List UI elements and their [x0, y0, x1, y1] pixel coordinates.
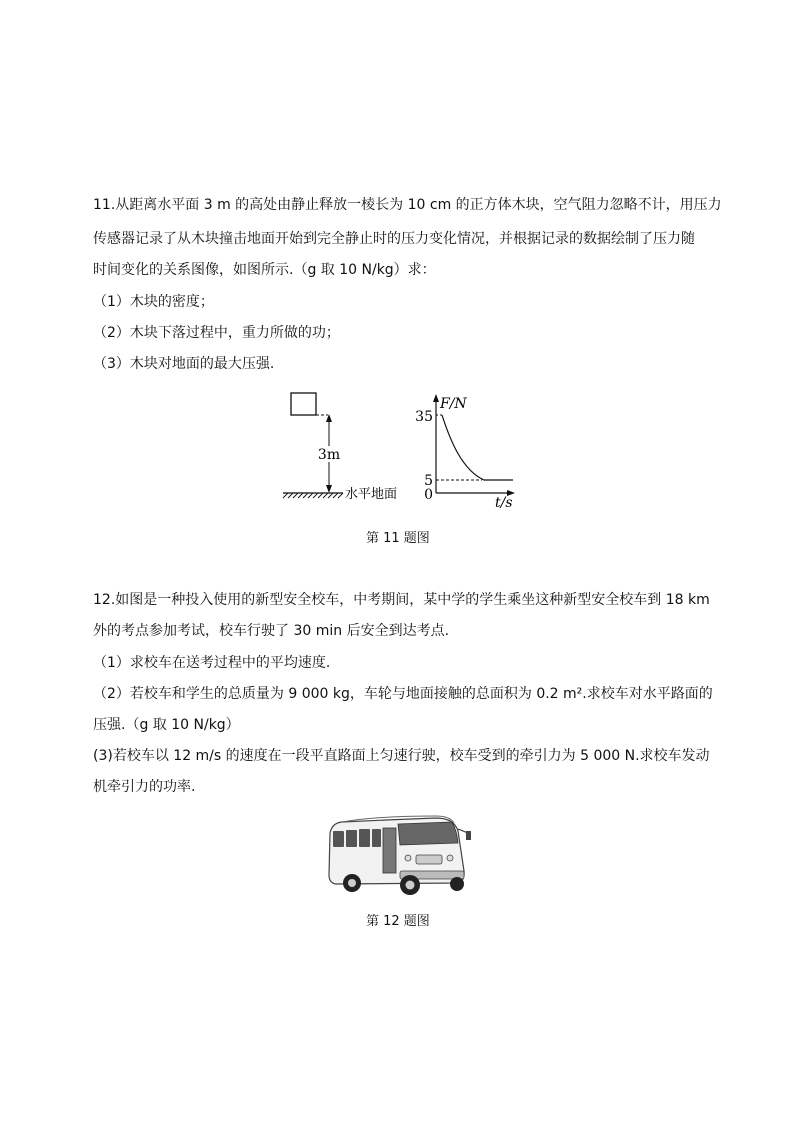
q12-sub-3b: 机牵引力的功率.: [93, 779, 196, 795]
y-axis-arrow: [433, 394, 439, 402]
wood-block: [291, 393, 316, 415]
bus-windshield: [398, 822, 458, 845]
q11-sub-1: （1）木块的密度；: [93, 294, 214, 310]
bus-grille: [416, 855, 442, 864]
q11-figure: [270, 385, 530, 515]
x-axis-label: t/s: [495, 495, 513, 511]
bus-headlight-left: [405, 855, 411, 861]
y-axis-label: F/N: [440, 396, 467, 412]
q12-sub-2b: 压强.（g 取 10 N/kg）: [93, 717, 240, 733]
bus-mirror: [466, 831, 471, 840]
q12-line-1: 12.如图是一种投入使用的新型安全校车，中考期间，某中学的学生乘坐这种新型安全校车到 18 km: [93, 592, 710, 608]
q11-line-1: 11.从距离水平面 3 m 的高处由静止释放一棱长为 10 cm 的正方体木块，空气阻力忽略不计，用压力: [93, 197, 722, 213]
q11-sub-3: （3）木块对地面的最大压强.: [93, 356, 275, 372]
bus-side-windows: [333, 829, 381, 847]
q12-sub-3: (3)若校车以 12 m/s 的速度在一段平直路面上匀速行驶，校车受到的牵引力为 5 000 N.求校车发动: [93, 748, 710, 764]
q11-line-2: 传感器记录了从木块撞击地面开始到完全静止时的压力变化情况，并根据记录的数据绘制了压力随: [93, 231, 695, 247]
ground-label: 水平地面: [345, 487, 398, 502]
y-tick-35: 35: [415, 409, 433, 425]
ground-hatch: [283, 493, 343, 498]
bus-door: [383, 828, 396, 873]
origin-label: 0: [424, 487, 433, 503]
q11-caption: 第 11 题图: [366, 531, 430, 546]
q11-sub-2: （2）木块下落过程中，重力所做的功；: [93, 325, 340, 341]
force-curve: [442, 415, 513, 480]
bus-wheel-front-right: [450, 877, 464, 891]
q12-caption: 第 12 题图: [366, 914, 430, 929]
q12-sub-1: （1）求校车在送考过程中的平均速度.: [93, 655, 331, 671]
height-arrow-down: [326, 485, 332, 493]
y-tick-5: 5: [424, 473, 433, 489]
school-bus-image: [326, 811, 476, 901]
q12-line-2: 外的考点参加考试，校车行驶了 30 min 后安全到达考点.: [93, 623, 450, 639]
bus-headlight-right: [447, 855, 453, 861]
q11-line-3: 时间变化的关系图像，如图所示.（g 取 10 N/kg）求：: [93, 262, 436, 278]
height-label: 3m: [317, 447, 341, 463]
q12-sub-2: （2）若校车和学生的总质量为 9 000 kg，车轮与地面接触的总面积为 0.2 m².求校车对水平路面的: [93, 686, 713, 702]
